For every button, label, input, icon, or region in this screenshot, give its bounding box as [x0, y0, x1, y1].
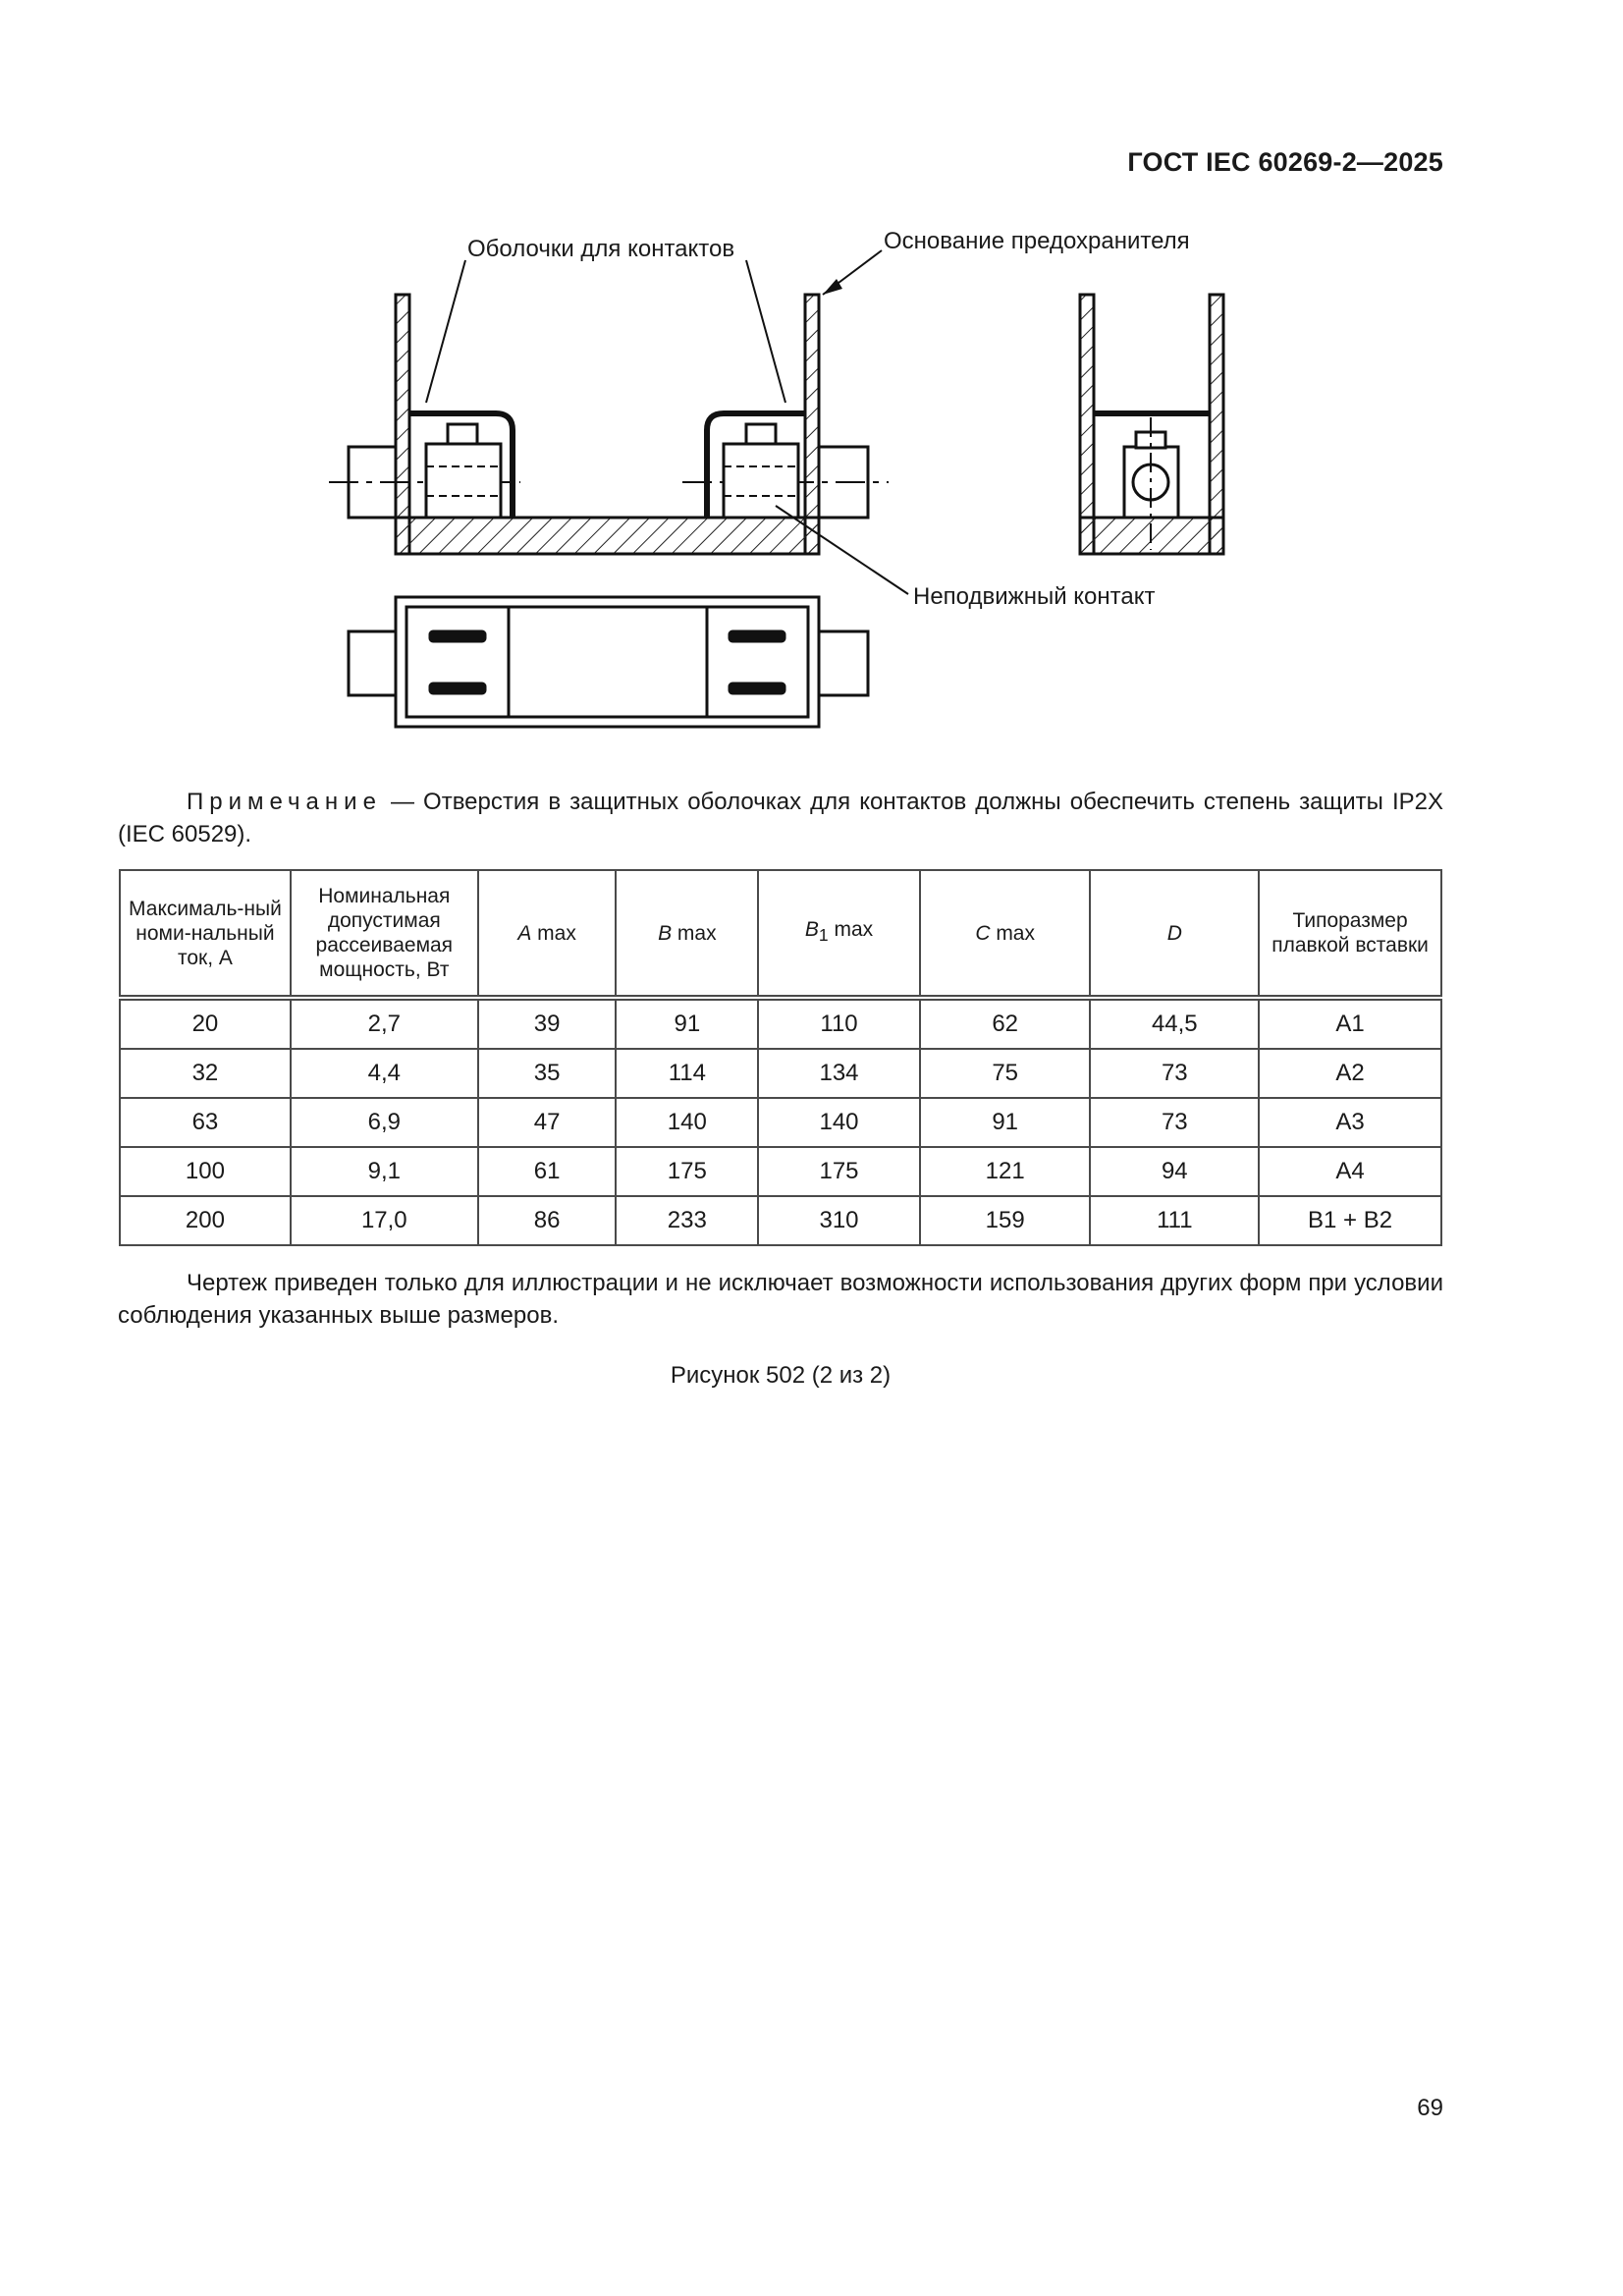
table-cell: 110 [758, 998, 920, 1049]
label-fixed-contact: Неподвижный контакт [913, 583, 1156, 610]
table-cell: 91 [920, 1098, 1091, 1147]
table-cell: A4 [1259, 1147, 1441, 1196]
header-d: D [1090, 870, 1259, 998]
table-cell: 114 [616, 1049, 758, 1098]
table-cell: 17,0 [291, 1196, 478, 1245]
table-row [120, 998, 1441, 1049]
table-cell: 159 [920, 1196, 1091, 1245]
note-paragraph [118, 786, 1443, 850]
table-cell: 86 [478, 1196, 617, 1245]
table-row [120, 1147, 1441, 1196]
note-label: Примечание [187, 789, 382, 815]
header-b1-max: $B_1$ max [758, 870, 920, 998]
table-cell: 111 [1090, 1196, 1259, 1245]
table-header-row [120, 870, 1441, 998]
table-cell: 233 [616, 1196, 758, 1245]
header-power: Номинальная допустимая рассеиваемая мощность, Вт [291, 870, 478, 998]
dimensions-table [119, 869, 1442, 1246]
header-max-current: Максималь-ный номи-нальный ток, А [120, 870, 291, 998]
table-cell: 91 [616, 998, 758, 1049]
table-cell: A1 [1259, 998, 1441, 1049]
label-fuse-base: Основание предохранителя [884, 228, 1190, 254]
page-number: 69 [1417, 2095, 1443, 2121]
figure-caption: Рисунок 502 (2 из 2) [670, 1362, 892, 1389]
label-contact-shrouds: Оболочки для контактов [467, 236, 735, 262]
header-c-max: C max [920, 870, 1091, 998]
table-cell: 62 [920, 998, 1091, 1049]
table-row [120, 1049, 1441, 1098]
table-cell: 9,1 [291, 1147, 478, 1196]
table-cell: 39 [478, 998, 617, 1049]
header-size: Типоразмер плавкой вставки [1259, 870, 1441, 998]
table-cell: 35 [478, 1049, 617, 1098]
table-cell: 63 [120, 1098, 291, 1147]
top-view [349, 597, 868, 727]
table-cell: 121 [920, 1147, 1091, 1196]
table-cell: 140 [616, 1098, 758, 1147]
table-cell: A2 [1259, 1049, 1441, 1098]
table-cell: 44,5 [1090, 998, 1259, 1049]
header-a-max: A max [478, 870, 617, 998]
table-cell: 73 [1090, 1098, 1259, 1147]
side-view [1080, 295, 1223, 554]
body-paragraph [118, 1267, 1443, 1332]
fuse-base-drawing [0, 0, 1623, 766]
table-cell: 73 [1090, 1049, 1259, 1098]
table-cell: 32 [120, 1049, 291, 1098]
table-cell: B1 + B2 [1259, 1196, 1441, 1245]
table-row [120, 1196, 1441, 1245]
document-header: ГОСТ IEC 60269-2—2025 [1127, 147, 1443, 177]
table-cell: 2,7 [291, 998, 478, 1049]
table-cell: 75 [920, 1049, 1091, 1098]
table-cell: 100 [120, 1147, 291, 1196]
table-cell: 134 [758, 1049, 920, 1098]
table-cell: 6,9 [291, 1098, 478, 1147]
table-cell: 4,4 [291, 1049, 478, 1098]
table-cell: 310 [758, 1196, 920, 1245]
table-cell: 175 [616, 1147, 758, 1196]
note-text: — Отверстия в защитных оболочках для контактов должны обеспечить степень защиты IP2X (IEC 60529). [118, 789, 1443, 847]
table-cell: 175 [758, 1147, 920, 1196]
table-cell: 94 [1090, 1147, 1259, 1196]
table-cell: A3 [1259, 1098, 1441, 1147]
table-row [120, 1098, 1441, 1147]
header-b-max: B max [616, 870, 758, 998]
table-cell: 61 [478, 1147, 617, 1196]
body-paragraph-text: Чертеж приведен только для иллюстрации и не исключает возможности использования других форм при условии соблюдения указанных выше размеров. [118, 1270, 1443, 1329]
front-view [329, 250, 908, 594]
table-cell: 47 [478, 1098, 617, 1147]
table-cell: 200 [120, 1196, 291, 1245]
table-cell: 20 [120, 998, 291, 1049]
table-cell: 140 [758, 1098, 920, 1147]
